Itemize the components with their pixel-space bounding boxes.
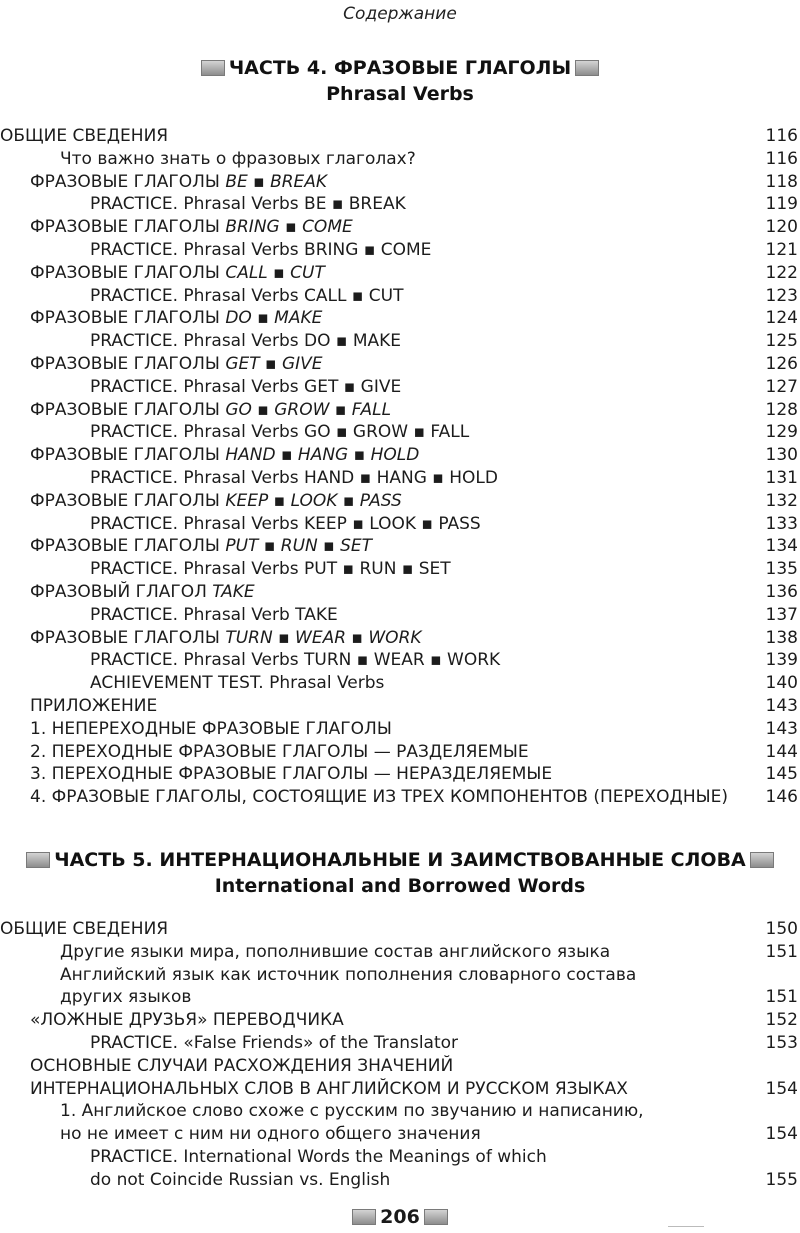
gray-square-icon	[352, 1209, 376, 1225]
toc-title-segment: ФРАЗОВЫЕ ГЛАГОЛЫ	[30, 308, 226, 329]
toc-title-segment: ОБЩИЕ СВЕДЕНИЯ	[0, 919, 169, 939]
toc-title-segment: TAKE	[212, 581, 255, 602]
toc-title-segment: 3. ПЕРЕХОДНЫЕ ФРАЗОВЫЕ ГЛАГОЛЫ — НЕРАЗДЕЛЯЕМЫЕ	[30, 764, 553, 785]
toc-page-number: 121	[765, 239, 798, 260]
toc-entry	[0, 1146, 800, 1169]
toc-entry-title	[30, 262, 325, 285]
toc-entry-title	[30, 786, 728, 809]
toc-title-segment: ФРАЗОВЫЙ ГЛАГОЛ	[30, 581, 213, 602]
toc-title-segment: ▪	[317, 536, 341, 557]
toc-page-number: 152	[765, 1010, 798, 1031]
part4-toc	[0, 125, 800, 809]
toc-title-segment: 1. Английское слово схоже с русским по звучанию и написанию,	[60, 1101, 644, 1122]
toc-title-segment: HOLD	[370, 445, 420, 466]
toc-page-number: 154	[765, 1078, 798, 1099]
toc-entry	[0, 239, 800, 262]
toc-entry	[0, 535, 800, 558]
toc-title-segment: PRACTICE. Phrasal Verbs TURN ▪ WEAR ▪ WORK	[90, 650, 501, 671]
toc-entry	[0, 1078, 800, 1101]
toc-entry-title	[30, 1009, 344, 1032]
toc-page-number: 128	[765, 399, 798, 420]
toc-title-segment: ▪	[279, 217, 303, 238]
gray-square-icon	[424, 1209, 448, 1225]
toc-entry-title	[0, 918, 168, 941]
toc-entry-title	[90, 467, 498, 490]
toc-entry-title	[30, 695, 157, 718]
toc-page-number: 131	[765, 467, 798, 488]
toc-page-number: 153	[765, 1032, 798, 1053]
toc-title-segment: Английский язык как источник пополнения словарного состава	[60, 964, 637, 985]
toc-entry-title	[30, 1078, 628, 1101]
toc-title-segment: PRACTICE. Phrasal Verb TAKE	[90, 604, 338, 625]
toc-title-segment: ▪	[247, 171, 271, 192]
toc-title-segment: ▪	[329, 399, 352, 420]
toc-title-segment: ACHIEVEMENT TEST. Phrasal Verbs	[90, 673, 385, 694]
toc-title-segment: WORK	[368, 627, 422, 648]
toc-page-number: 129	[765, 422, 798, 443]
toc-title-segment: ФРАЗОВЫЕ ГЛАГОЛЫ	[30, 217, 226, 238]
toc-entry	[0, 193, 800, 216]
part4-title-row	[0, 56, 800, 80]
toc-title-segment: 4. ФРАЗОВЫЕ ГЛАГОЛЫ, СОСТОЯЩИЕ ИЗ ТРЕХ КОМПОНЕНТОВ (ПЕРЕХОДНЫЕ)	[30, 787, 728, 808]
toc-title-segment: BRING	[225, 217, 280, 238]
toc-title-segment: KEEP	[225, 490, 269, 511]
toc-page-number: 155	[765, 1169, 798, 1190]
toc-title-segment: ФРАЗОВЫЕ ГЛАГОЛЫ	[30, 262, 226, 283]
part4-title: ЧАСТЬ 4. ФРАЗОВЫЕ ГЛАГОЛЫ	[228, 57, 572, 79]
toc-entry	[0, 285, 800, 308]
toc-entry	[0, 216, 800, 239]
toc-page-number: 126	[765, 353, 798, 374]
toc-title-segment: 1. НЕПЕРЕХОДНЫЕ ФРАЗОВЫЕ ГЛАГОЛЫ	[30, 718, 392, 739]
toc-title-segment: ▪	[275, 445, 298, 466]
toc-entry	[0, 581, 800, 604]
toc-title-segment: «ЛОЖНЫЕ ДРУЗЬЯ» ПЕРЕВОДЧИКА	[30, 1010, 344, 1031]
toc-title-segment: ФРАЗОВЫЕ ГЛАГОЛЫ	[30, 536, 226, 557]
toc-page-number: 125	[765, 331, 798, 352]
toc-page-number: 135	[765, 559, 798, 580]
toc-entry	[0, 513, 800, 536]
toc-title-segment: Что важно знать о фразовых глаголах?	[60, 148, 416, 169]
toc-title-segment: ФРАЗОВЫЕ ГЛАГОЛЫ	[30, 353, 226, 374]
toc-entry-title	[60, 964, 636, 987]
toc-title-segment: PRACTICE. Phrasal Verbs GET ▪ GIVE	[90, 376, 402, 397]
page-footer	[0, 1206, 800, 1228]
toc-entry	[0, 941, 800, 964]
toc-page-number: 124	[765, 308, 798, 329]
toc-entry	[0, 330, 800, 353]
toc-page-number: 119	[765, 194, 798, 215]
toc-entry	[0, 1009, 800, 1032]
toc-entry-title	[90, 421, 469, 444]
part5-title-row	[0, 848, 800, 872]
toc-entry-title	[30, 307, 322, 330]
toc-entry-title	[30, 741, 529, 764]
toc-title-segment: PRACTICE. Phrasal Verbs HAND ▪ HANG ▪ HOLD	[90, 467, 498, 488]
toc-title-segment: FALL	[351, 399, 392, 420]
part4-header	[0, 56, 800, 105]
toc-title-segment: ОБЩИЕ СВЕДЕНИЯ	[0, 126, 169, 146]
toc-title-segment: ПРИЛОЖЕНИЕ	[30, 695, 158, 716]
toc-title-segment: ▪	[251, 399, 275, 420]
toc-entry	[0, 376, 800, 399]
toc-entry	[0, 604, 800, 627]
toc-entry	[0, 1055, 800, 1078]
toc-title-segment: ▪	[251, 308, 275, 329]
toc-title-segment: ▪	[272, 627, 296, 648]
toc-entry	[0, 353, 800, 376]
toc-entry-title	[90, 330, 401, 353]
toc-entry-title	[30, 1055, 453, 1078]
toc-title-segment: PRACTICE. Phrasal Verbs GO ▪ GROW ▪ FALL	[90, 422, 470, 443]
toc-title-segment: других языков	[60, 987, 192, 1008]
toc-entry	[0, 421, 800, 444]
toc-title-segment: WEAR	[295, 627, 347, 648]
toc-entry	[0, 918, 800, 941]
toc-entry	[0, 1100, 800, 1123]
toc-title-segment: ▪	[346, 627, 369, 648]
toc-page-number: 116	[765, 126, 798, 146]
toc-entry	[0, 148, 800, 171]
toc-entry	[0, 467, 800, 490]
toc-page-number: 136	[765, 581, 798, 602]
toc-title-segment: CALL	[225, 262, 268, 283]
toc-entry-title	[30, 763, 552, 786]
toc-entry	[0, 763, 800, 786]
toc-page-number: 137	[765, 604, 798, 625]
toc-page-number: 143	[765, 695, 798, 716]
toc-title-segment: 2. ПЕРЕХОДНЫЕ ФРАЗОВЫЕ ГЛАГОЛЫ — РАЗДЕЛЯЕМЫЕ	[30, 741, 529, 762]
toc-page-number: 146	[765, 787, 798, 808]
toc-entry-title	[90, 239, 431, 262]
toc-entry-title	[60, 1123, 481, 1146]
toc-entry-title	[90, 558, 451, 581]
toc-entry-title	[30, 216, 353, 239]
toc-title-segment: PRACTICE. Phrasal Verbs KEEP ▪ LOOK ▪ PASS	[90, 513, 481, 534]
toc-title-segment: PRACTICE. «False Friends» of the Translator	[90, 1032, 459, 1053]
toc-entry-title	[30, 490, 402, 513]
toc-title-segment: ▪	[267, 262, 291, 283]
toc-title-segment: HANG	[297, 445, 349, 466]
toc-title-segment: ▪	[348, 445, 371, 466]
toc-page-number: 140	[765, 673, 798, 694]
toc-title-segment: do not Coincide Russian vs. English	[90, 1169, 391, 1190]
toc-entry-title	[30, 399, 391, 422]
toc-title-segment: ФРАЗОВЫЕ ГЛАГОЛЫ	[30, 490, 226, 511]
toc-entry-title	[90, 604, 338, 627]
toc-entry-title	[30, 535, 372, 558]
toc-title-segment: но не имеет с ним ни одного общего значения	[60, 1124, 481, 1145]
gray-square-icon	[201, 60, 225, 76]
toc-title-segment: ▪	[258, 536, 281, 557]
gray-square-icon	[575, 60, 599, 76]
running-header: Содержание	[343, 4, 457, 24]
toc-title-segment: ФРАЗОВЫЕ ГЛАГОЛЫ	[30, 627, 226, 648]
toc-page-number: 134	[765, 536, 798, 557]
part5-title: ЧАСТЬ 5. ИНТЕРНАЦИОНАЛЬНЫЕ И ЗАИМСТВОВАННЫЕ СЛОВА	[54, 849, 746, 871]
part5-toc	[0, 918, 800, 1192]
toc-entry-title	[90, 513, 481, 536]
toc-title-segment: ФРАЗОВЫЕ ГЛАГОЛЫ	[30, 171, 226, 192]
toc-page-number: 144	[765, 741, 798, 762]
toc-title-segment: PRACTICE. Phrasal Verbs BE ▪ BREAK	[90, 194, 406, 215]
toc-entry	[0, 695, 800, 718]
toc-entry-title	[60, 941, 610, 964]
toc-entry-title	[90, 1146, 547, 1169]
toc-page-number: 118	[765, 171, 798, 192]
toc-title-segment: ФРАЗОВЫЕ ГЛАГОЛЫ	[30, 399, 226, 420]
part4-subtitle: Phrasal Verbs	[326, 83, 474, 105]
part5-header	[0, 848, 800, 897]
toc-page-number: 132	[765, 490, 798, 511]
toc-title-segment: DO	[225, 308, 252, 329]
toc-entry	[0, 964, 800, 987]
toc-entry	[0, 1032, 800, 1055]
toc-title-segment: PRACTICE. International Words the Meanings of which	[90, 1146, 547, 1167]
toc-entry-title	[30, 627, 422, 650]
toc-entry	[0, 307, 800, 330]
toc-title-segment: HAND	[225, 445, 276, 466]
toc-title-segment: LOOK	[290, 490, 338, 511]
toc-page-number: 143	[765, 718, 798, 739]
toc-title-segment: RUN	[280, 536, 318, 557]
toc-title-segment: BE	[225, 171, 248, 192]
toc-page-number: 122	[765, 262, 798, 283]
toc-title-segment: TURN	[225, 627, 273, 648]
toc-entry	[0, 1169, 800, 1192]
toc-page-number: 123	[765, 285, 798, 306]
toc-entry-title	[30, 581, 255, 604]
toc-title-segment: ОСНОВНЫЕ СЛУЧАИ РАСХОЖДЕНИЯ ЗНАЧЕНИЙ	[30, 1055, 454, 1076]
toc-entry	[0, 399, 800, 422]
toc-entry-title	[90, 1169, 390, 1192]
toc-title-segment: PRACTICE. Phrasal Verbs CALL ▪ CUT	[90, 285, 404, 306]
toc-title-segment: GROW	[274, 399, 330, 420]
toc-title-segment: SET	[340, 536, 373, 557]
part5-subtitle: International and Borrowed Words	[214, 875, 586, 897]
toc-title-segment: GO	[225, 399, 252, 420]
toc-page-number: 120	[765, 217, 798, 238]
toc-title-segment: PRACTICE. Phrasal Verbs BRING ▪ COME	[90, 239, 432, 260]
toc-title-segment: PRACTICE. Phrasal Verbs PUT ▪ RUN ▪ SET	[90, 559, 451, 580]
toc-entry-title	[60, 986, 191, 1009]
toc-entry-title	[90, 649, 500, 672]
page-number: 206	[380, 1206, 420, 1228]
toc-entry	[0, 786, 800, 809]
toc-title-segment: GET	[225, 353, 260, 374]
toc-entry	[0, 627, 800, 650]
toc-page-number: 145	[765, 764, 798, 785]
toc-title-segment: ▪	[268, 490, 291, 511]
toc-entry	[0, 171, 800, 194]
toc-entry-title	[30, 444, 419, 467]
toc-entry-title	[90, 376, 401, 399]
toc-entry	[0, 558, 800, 581]
toc-title-segment: BREAK	[270, 171, 328, 192]
toc-page-number: 116	[765, 148, 798, 169]
toc-title-segment: MAKE	[274, 308, 323, 329]
toc-entry-title	[90, 193, 406, 216]
toc-page-number: 130	[765, 445, 798, 466]
toc-entry	[0, 649, 800, 672]
toc-title-segment: ИНТЕРНАЦИОНАЛЬНЫХ СЛОВ В АНГЛИЙСКОМ И РУССКОМ ЯЗЫКАХ	[30, 1078, 628, 1099]
toc-title-segment: GIVE	[281, 353, 323, 374]
toc-entry	[0, 672, 800, 695]
toc-entry-title	[90, 672, 384, 695]
toc-title-segment: ФРАЗОВЫЕ ГЛАГОЛЫ	[30, 445, 226, 466]
toc-entry-title	[0, 125, 168, 148]
toc-title-segment: ▪	[337, 490, 360, 511]
toc-entry	[0, 444, 800, 467]
toc-page-number: 138	[765, 627, 798, 648]
toc-entry	[0, 490, 800, 513]
toc-entry	[0, 718, 800, 741]
toc-entry-title	[30, 718, 392, 741]
toc-entry-title	[60, 1100, 644, 1123]
toc-entry	[0, 741, 800, 764]
toc-entry-title	[60, 148, 416, 171]
toc-entry	[0, 1123, 800, 1146]
toc-page-number: 150	[765, 919, 798, 939]
toc-title-segment: CUT	[290, 262, 325, 283]
toc-entry	[0, 262, 800, 285]
toc-entry	[0, 125, 800, 148]
toc-page-number: 151	[765, 941, 798, 962]
toc-title-segment: Другие языки мира, пополнившие состав английского языка	[60, 941, 611, 962]
toc-entry-title	[90, 1032, 458, 1055]
gray-square-icon	[26, 852, 50, 868]
toc-page-number: 127	[765, 376, 798, 397]
toc-title-segment: COME	[302, 217, 353, 238]
toc-page-number: 139	[765, 650, 798, 671]
toc-entry-title	[90, 285, 404, 308]
toc-page-number: 133	[765, 513, 798, 534]
toc-entry-title	[30, 171, 327, 194]
toc-page-number: 151	[765, 987, 798, 1008]
toc-title-segment: ▪	[259, 353, 282, 374]
toc-entry	[0, 986, 800, 1009]
toc-title-segment: PASS	[359, 490, 402, 511]
toc-title-segment: PUT	[225, 536, 259, 557]
toc-entry-title	[30, 353, 323, 376]
toc-page-number: 154	[765, 1124, 798, 1145]
gray-square-icon	[750, 852, 774, 868]
toc-title-segment: PRACTICE. Phrasal Verbs DO ▪ MAKE	[90, 331, 402, 352]
